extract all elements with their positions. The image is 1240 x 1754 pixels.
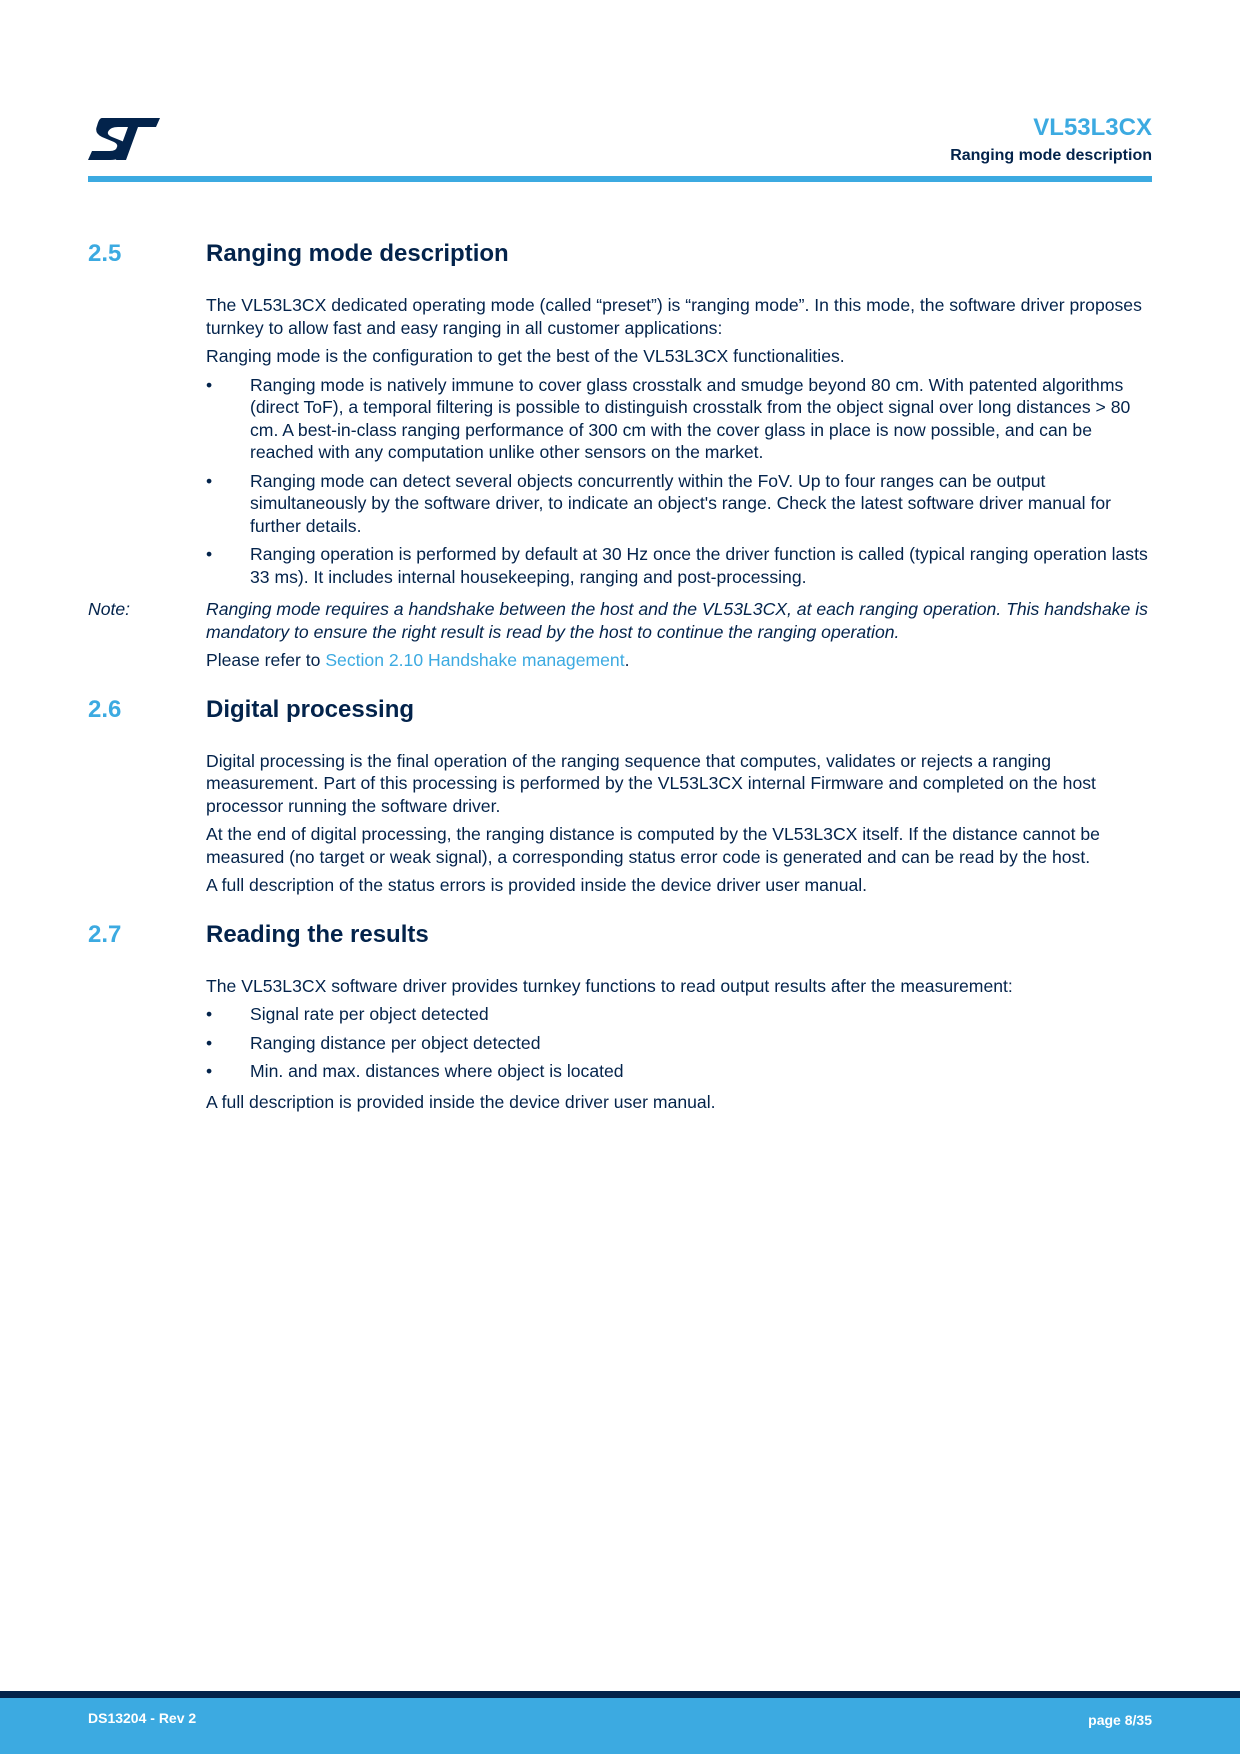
reference-paragraph [206, 649, 1152, 672]
paragraph: The VL53L3CX dedicated operating mode (called “preset”) is “ranging mode”. In this mode, the software driver proposes turnkey to allow fast and easy ranging in all customer applications: [206, 295, 1142, 338]
section-2-5-heading [88, 236, 1152, 276]
section-number: 2.6 [88, 695, 122, 723]
section-title: Digital processing [206, 695, 415, 723]
page-number: page 8/35 [1088, 1712, 1152, 1728]
note-text: Ranging mode requires a handshake between the host and the VL53L3CX, at each ranging operation. This handshake is mandatory to ensure the right result is read by the host to continue the ranging operation. [206, 599, 1148, 642]
bullet-icon: • [206, 1032, 213, 1053]
list-item [206, 374, 1152, 464]
paragraph: A full description of the status errors is provided inside the device driver user manual. [206, 875, 868, 895]
list-item-text: Ranging operation is performed by default at 30 Hz once the driver function is called (typical ranging operation lasts 33 ms). It includes internal housekeeping, ranging and post-processing. [250, 544, 1148, 587]
section-title: Reading the results [206, 920, 429, 948]
document-id: DS13204 - Rev 2 [88, 1710, 197, 1726]
bullet-icon: • [206, 374, 213, 395]
section-2-7-heading [88, 917, 1152, 957]
list-item-text: Ranging distance per object detected [250, 1032, 541, 1053]
list-item-text: Ranging mode is natively immune to cover glass crosstalk and smudge beyond 80 cm. With patented algorithms (direct ToF), a temporal filtering is possible to distinguish crosstalk from the object signal over long distances > 80 cm. A best-in-class ranging performance of 300 cm with the cover glass in place is now possible, and can be reached with any computation unlike other sensors on the market. [250, 374, 1131, 462]
bullet-icon: • [206, 470, 213, 491]
header-divider [88, 176, 1152, 182]
list-item-text: Min. and max. distances where object is located [250, 1061, 624, 1081]
bullet-list [206, 1003, 1152, 1083]
paragraph: At the end of digital processing, the ranging distance is computed by the VL53L3CX itself. If the distance cannot be measured (no target or weak signal), a corresponding status error code is generated and can be read by the host. [206, 824, 1100, 867]
list-item [206, 1032, 1152, 1055]
section-link[interactable]: Section 2.10 Handshake management [325, 650, 625, 670]
list-item-text: Ranging mode can detect several objects concurrently within the FoV. Up to four ranges can be output simultaneously by the software driver, to indicate an object's range. Check the latest software driver manual for further details. [250, 470, 1111, 536]
bullet-icon: • [206, 1061, 213, 1081]
list-item-text: Signal rate per object detected [250, 1004, 489, 1024]
list-item [206, 543, 1152, 588]
bullet-icon: • [206, 544, 213, 564]
note [88, 598, 1152, 643]
paragraph: Ranging mode is the configuration to get the best of the VL53L3CX functionalities. [206, 346, 845, 366]
paragraph: A full description is provided inside the device driver user manual. [206, 1091, 716, 1112]
section-2-6-heading [88, 692, 1152, 732]
section-number: 2.5 [88, 240, 122, 267]
note-label: Note: [88, 599, 131, 619]
section-number: 2.7 [88, 920, 122, 948]
reference-prefix: Please refer to [206, 650, 326, 670]
paragraph: Digital processing is the final operation of the ranging sequence that computes, validates or rejects a ranging measurement. Part of this processing is performed by the VL53L3CX internal Firmware and completed on the host processor running the software driver. [206, 750, 1096, 816]
product-name: VL53L3CX [1033, 114, 1152, 141]
footer-divider [0, 1691, 1240, 1698]
st-logo-icon [88, 118, 160, 160]
footer [0, 1698, 1240, 1754]
list-item [206, 1060, 1152, 1083]
header-subtitle: Ranging mode description [950, 147, 1152, 164]
reference-suffix: . [624, 650, 630, 670]
section-title: Ranging mode description [206, 240, 509, 267]
bullet-icon: • [206, 1004, 213, 1024]
paragraph: The VL53L3CX software driver provides turnkey functions to read output results after the measurement: [206, 975, 1013, 996]
list-item [206, 470, 1152, 538]
list-item [206, 1003, 1152, 1026]
bullet-list [206, 374, 1152, 589]
page-content [88, 236, 1152, 1119]
